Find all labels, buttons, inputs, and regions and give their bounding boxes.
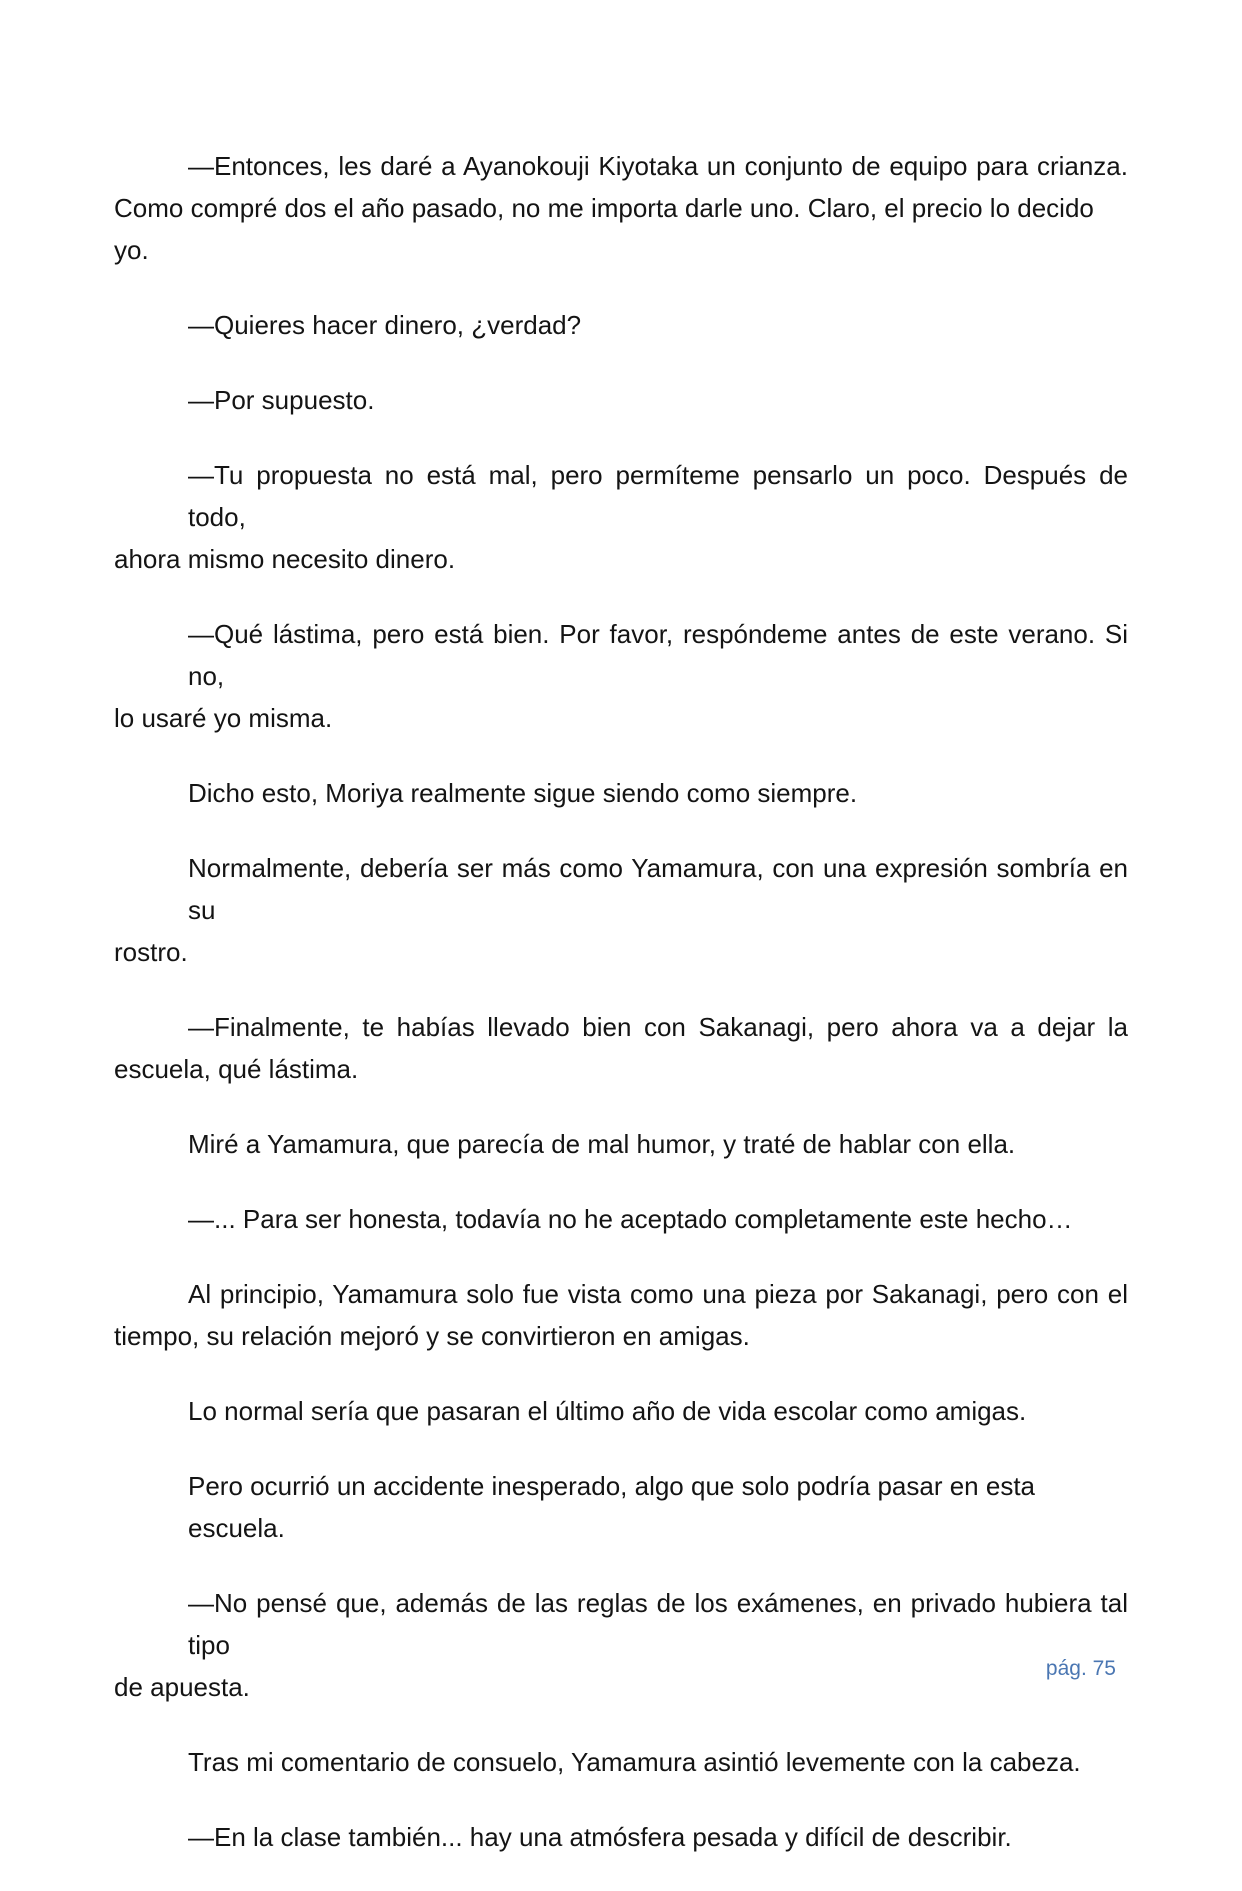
paragraph [114, 1816, 1128, 1858]
paragraph [114, 772, 1128, 814]
document-body [114, 145, 1128, 1891]
paragraph [114, 379, 1128, 421]
paragraph [114, 1006, 1128, 1090]
text-line: —Quieres hacer dinero, ¿verdad? [188, 310, 582, 340]
text-line: —... Para ser honesta, todavía no he aceptado completamente este hecho… [188, 1204, 1073, 1234]
text-line: Como compré dos el año pasado, no me importa darle uno. Claro, el precio lo decido yo. [114, 193, 1094, 265]
paragraph [114, 847, 1128, 973]
paragraph [114, 1741, 1128, 1783]
text-line: Dicho esto, Moriya realmente sigue siendo como siempre. [188, 778, 858, 808]
paragraph [114, 1198, 1128, 1240]
paragraph [114, 454, 1128, 580]
text-line: —Qué lástima, pero está bien. Por favor, respóndeme antes de este verano. Si no, [188, 619, 1128, 691]
text-line: —No pensé que, además de las reglas de los exámenes, en privado hubiera tal tipo [188, 1588, 1128, 1660]
text-line: —En la clase también... hay una atmósfera pesada y difícil de describir. [188, 1822, 1012, 1852]
text-line: —Por supuesto. [188, 385, 375, 415]
paragraph [114, 145, 1128, 271]
paragraph [114, 1465, 1128, 1549]
text-line: Pero ocurrió un accidente inesperado, algo que solo podría pasar en esta escuela. [188, 1471, 1036, 1543]
paragraph [114, 1390, 1128, 1432]
paragraph [114, 1123, 1128, 1165]
text-line: de apuesta. [114, 1672, 250, 1702]
text-line: —Finalmente, te habías llevado bien con Sakanagi, pero ahora va a dejar la [188, 1012, 1128, 1042]
paragraph [114, 304, 1128, 346]
text-line: Lo normal sería que pasaran el último año de vida escolar como amigas. [188, 1396, 1027, 1426]
text-line: escuela, qué lástima. [114, 1054, 359, 1084]
paragraph [114, 1273, 1128, 1357]
paragraph [114, 613, 1128, 739]
text-line: Al principio, Yamamura solo fue vista como una pieza por Sakanagi, pero con el [188, 1279, 1128, 1309]
text-line: Miré a Yamamura, que parecía de mal humor, y traté de hablar con ella. [188, 1129, 1016, 1159]
text-line: ahora mismo necesito dinero. [114, 544, 456, 574]
paragraph [114, 1582, 1128, 1708]
text-line: tiempo, su relación mejoró y se convirtieron en amigas. [114, 1321, 750, 1351]
text-line: Normalmente, debería ser más como Yamamura, con una expresión sombría en su [188, 853, 1128, 925]
text-line: —Entonces, les daré a Ayanokouji Kiyotaka un conjunto de equipo para crianza. [188, 151, 1128, 181]
page-number: pág. 75 [1045, 1657, 1116, 1680]
text-line: Tras mi comentario de consuelo, Yamamura asintió levemente con la cabeza. [188, 1747, 1081, 1777]
text-line: rostro. [114, 937, 188, 967]
text-line: —Tu propuesta no está mal, pero permíteme pensarlo un poco. Después de todo, [188, 460, 1128, 532]
text-line: lo usaré yo misma. [114, 703, 333, 733]
